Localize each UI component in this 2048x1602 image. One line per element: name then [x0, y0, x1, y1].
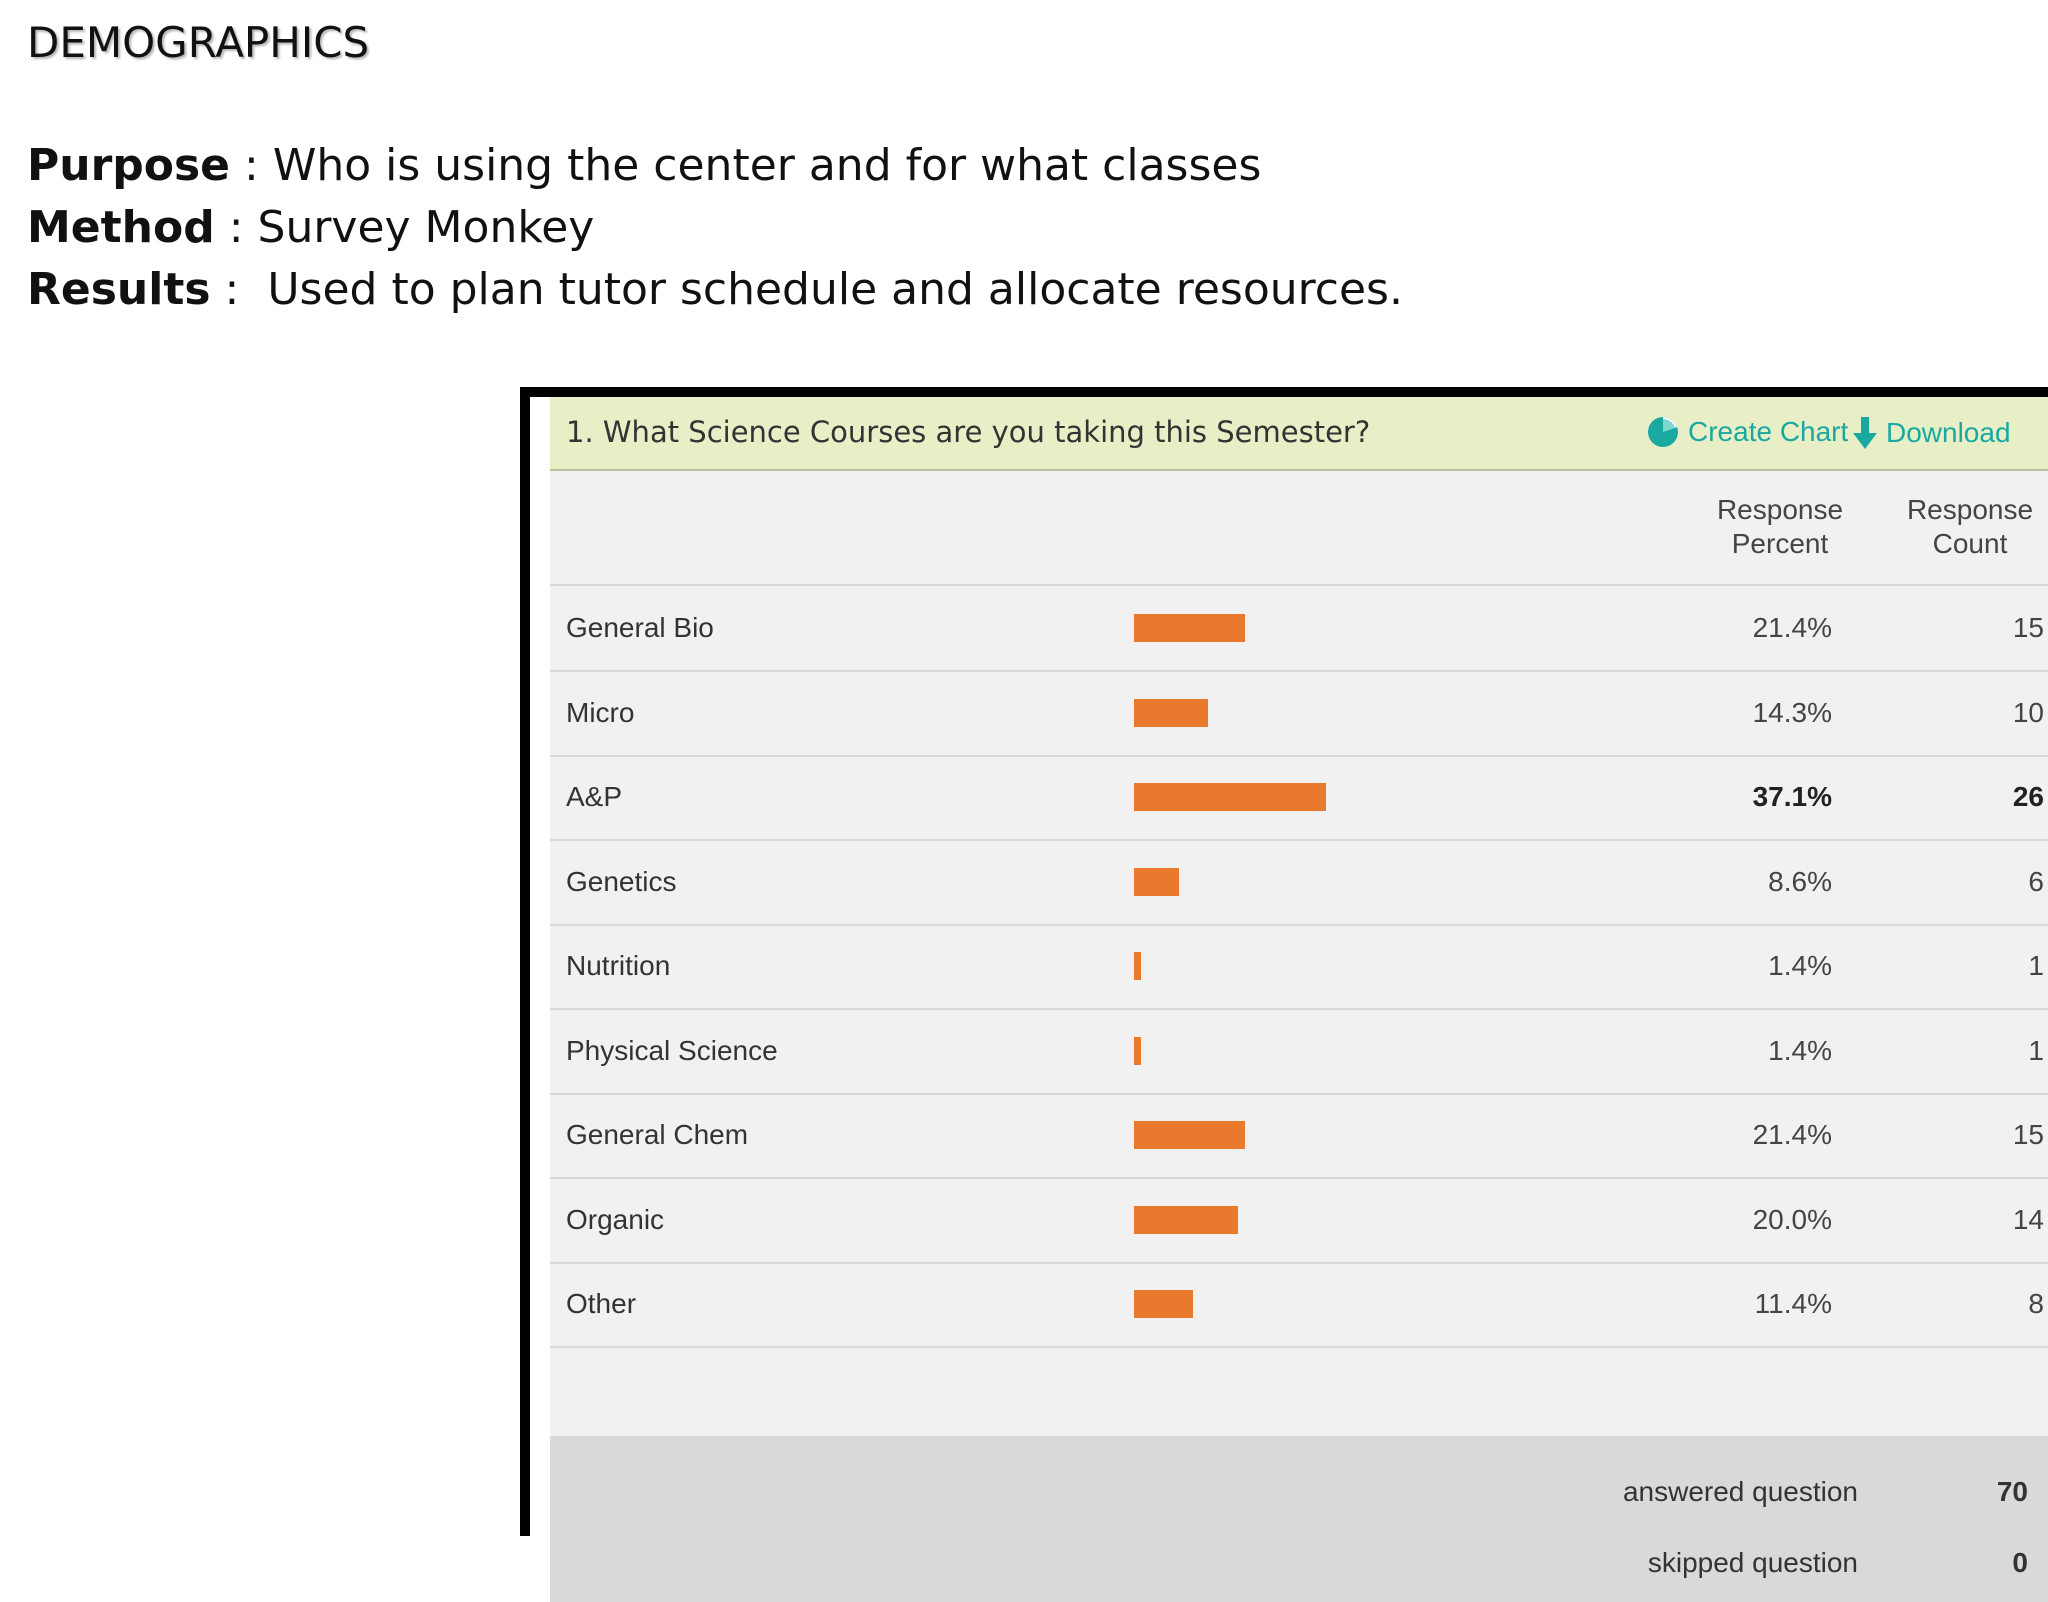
method-line: [27, 202, 594, 253]
purpose-line: [27, 140, 1261, 191]
response-bar: [1134, 952, 1141, 980]
method-text: : Survey Monkey: [214, 202, 595, 253]
response-count: 10: [2012, 696, 2044, 728]
table-row: [550, 1009, 2048, 1095]
method-label: Method: [27, 202, 215, 253]
row-label: Organic: [566, 1203, 665, 1235]
question-title: 1. What Science Courses are you taking this Semester?: [566, 415, 1371, 449]
create-chart-label: Create Chart: [1688, 416, 1849, 447]
response-count-header-line1: Response: [1906, 494, 2034, 525]
response-count: 1: [2028, 950, 2044, 981]
purpose-label: Purpose: [27, 140, 231, 191]
results-label: Results: [27, 264, 211, 315]
row-label: Nutrition: [566, 950, 671, 981]
download-arrow-icon: [1852, 415, 1878, 451]
table-row: [550, 755, 2048, 841]
summary-footer: [550, 1436, 2048, 1602]
response-count: 1: [2028, 1034, 2044, 1066]
response-percent: 14.3%: [1752, 696, 1832, 728]
response-bar: [1134, 783, 1326, 811]
response-count: 26: [2012, 781, 2044, 812]
response-count: 15: [2012, 1119, 2044, 1150]
table-row: [550, 1262, 2048, 1348]
response-percent: 11.4%: [1754, 1288, 1832, 1319]
response-percent: 21.4%: [1752, 1119, 1832, 1150]
response-count: 14: [2012, 1203, 2044, 1235]
response-bar: [1134, 614, 1245, 642]
create-chart-button[interactable]: [1646, 415, 1848, 449]
question-header: [550, 397, 2048, 471]
survey-panel: [520, 387, 2048, 1578]
row-label: Micro: [566, 696, 635, 728]
response-bar: [1134, 1037, 1141, 1065]
download-label: Download: [1886, 417, 2011, 448]
response-percent: 1.4%: [1768, 950, 1832, 981]
purpose-text: : Who is using the center and for what classes: [230, 140, 1262, 191]
table-row: [550, 840, 2048, 926]
response-count: 6: [2028, 865, 2044, 897]
response-percent: 37.1%: [1752, 781, 1832, 812]
skipped-question-value: 0: [2012, 1547, 2028, 1578]
answered-question-value: 70: [1996, 1476, 2028, 1507]
download-button[interactable]: [1852, 415, 2011, 451]
response-percent: 8.6%: [1768, 865, 1832, 897]
response-bar: [1134, 1206, 1238, 1234]
response-count: 15: [2012, 612, 2044, 643]
row-label: A&P: [566, 781, 623, 812]
response-percent: 1.4%: [1768, 1034, 1832, 1066]
table-row: [550, 924, 2048, 1010]
response-bar: [1134, 1121, 1245, 1149]
table-row: [550, 671, 2048, 757]
results-line: [27, 264, 1403, 315]
pie-chart-icon: [1646, 415, 1680, 449]
response-bar: [1134, 868, 1179, 896]
table-row: [550, 586, 2048, 672]
answered-question-label: answered question: [1622, 1476, 1858, 1507]
survey-panel-inner: [530, 397, 2048, 1578]
row-label: Other: [566, 1288, 637, 1319]
response-count: 8: [2028, 1288, 2044, 1319]
row-label: General Bio: [566, 612, 714, 643]
skipped-question-label: skipped question: [1647, 1547, 1858, 1578]
table-row: [550, 1178, 2048, 1264]
results-text: : Used to plan tutor schedule and allocate resources.: [210, 264, 1403, 315]
response-percent: 21.4%: [1752, 612, 1832, 643]
response-count-header: [1890, 493, 2048, 561]
slide-heading: DEMOGRAPHICS: [27, 18, 370, 67]
response-percent-header-line1: Response: [1716, 494, 1844, 525]
response-table: [550, 471, 2048, 1578]
response-count-header-line2: Count: [1932, 528, 2008, 559]
response-percent: 20.0%: [1752, 1203, 1832, 1235]
response-bar: [1134, 1290, 1193, 1318]
row-label: Genetics: [566, 865, 677, 897]
response-percent-header: [1710, 493, 1850, 561]
row-label: General Chem: [566, 1119, 749, 1150]
response-percent-header-line2: Percent: [1731, 528, 1829, 559]
row-label: Physical Science: [566, 1034, 778, 1066]
table-row: [550, 1093, 2048, 1179]
response-bar: [1134, 699, 1208, 727]
